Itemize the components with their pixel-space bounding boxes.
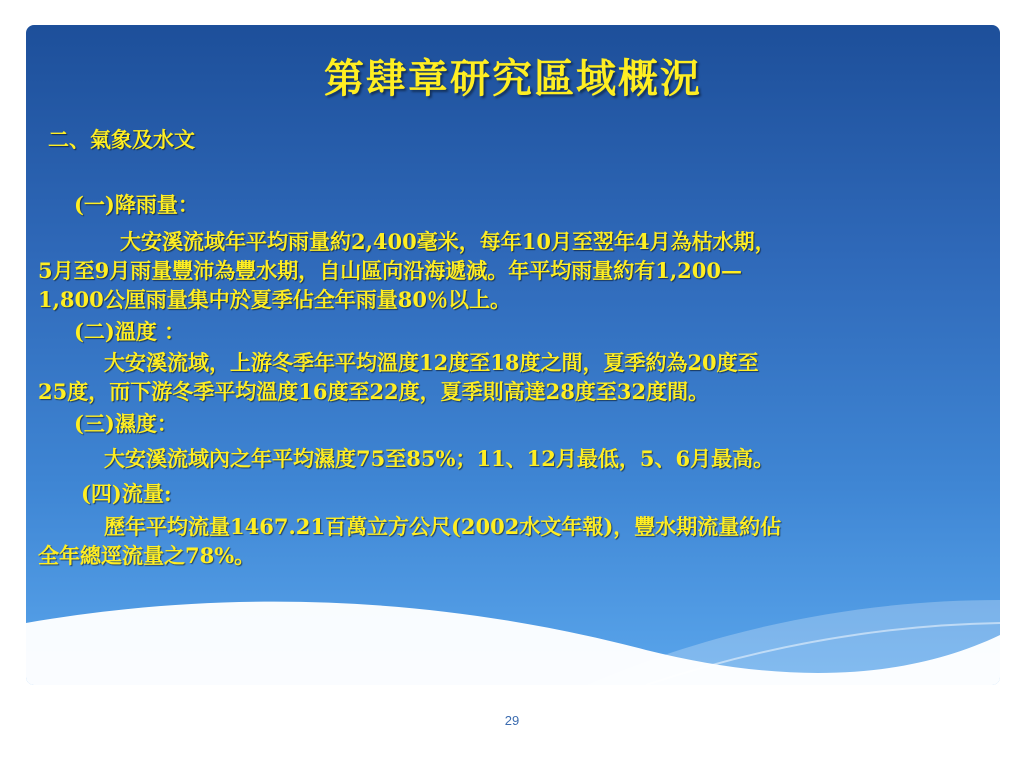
slide-panel xyxy=(26,25,1000,685)
flow-heading: (四)流量: xyxy=(81,481,172,506)
page-number: 29 xyxy=(504,713,520,728)
flow-line: 歷年平均流量1467.21百萬立方公尺(2002水文年報)，豐水期流量約佔 xyxy=(104,514,782,539)
section-subtitle: 二、氣象及水文 xyxy=(48,127,195,152)
temperature-line: 25度，而下游冬季平均溫度16度至22度，夏季則高達28度至32度間。 xyxy=(38,379,710,404)
rainfall-line: 大安溪流域年平均雨量約2,400毫米，每年10月至翌年4月為枯水期， xyxy=(120,229,776,254)
rainfall-line: 5月至9月雨量豐沛為豐水期，自山區向沿海遞減。年平均雨量約有1,200— xyxy=(38,258,742,283)
rainfall-line: 1,800公厘雨量集中於夏季佔全年雨量80％以上。 xyxy=(38,287,511,312)
temperature-line: 大安溪流域，上游冬季年平均溫度12度至18度之間，夏季約為20度至 xyxy=(104,350,759,375)
humidity-line: 大安溪流域內之年平均濕度75至85%；11、12月最低，5、6月最高。 xyxy=(104,446,775,471)
slide-title: 第肆章研究區域概況 xyxy=(324,55,702,102)
rainfall-heading: (一)降雨量： xyxy=(74,192,199,217)
temperature-heading: (二)溫度 ： xyxy=(74,319,186,344)
flow-line: 全年總逕流量之78%。 xyxy=(38,543,256,568)
humidity-heading: (三)濕度： xyxy=(74,411,178,436)
